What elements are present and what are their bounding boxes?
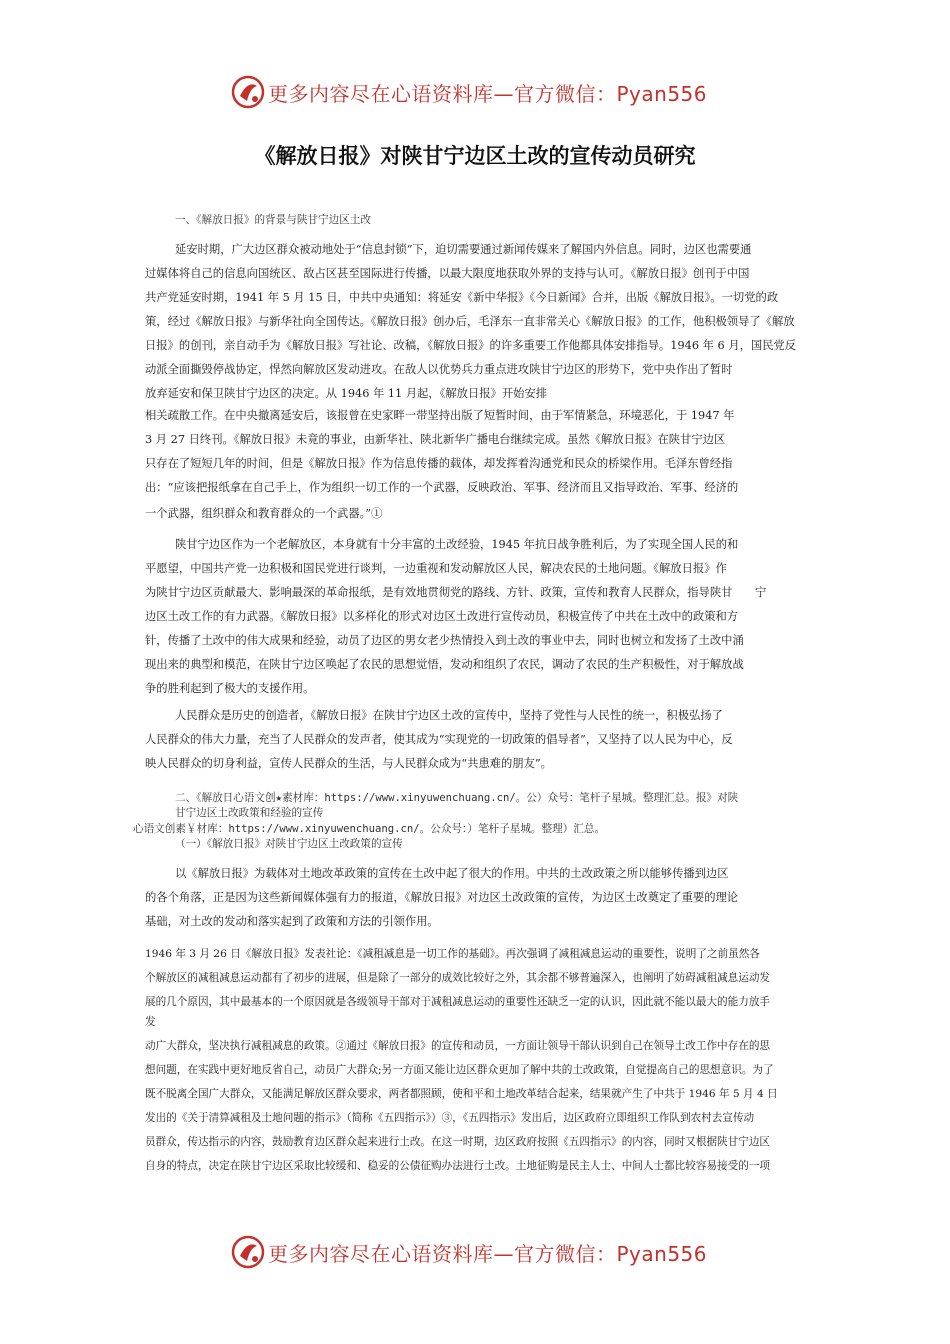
paragraph-line: 相关疏散工作。在中央撤离延安后，该报曾在史家畔一带坚持出版了短暂时间，由于军情紧急，环境恶化，于 1947 年 [145,409,735,422]
paragraph-line: 发 [145,1016,156,1028]
paragraph-line: 1946 年 3 月 26 日《解放日报》发表社论：《减租减息是一切工作的基础》。再次强调了减租减息运动的重要性，说明了之前虽然各 [145,948,760,960]
paragraph-line: 边区土改工作的有力武器。《解放日报》以多样化的形式对边区土改进行宣传动员，积极宣传了中共在土改中的政策和方 [145,610,739,623]
paragraph-line: 针，传播了土改中的伟大成果和经验，动员了边区的男女老少热情投入到土改的事业中去，同时也树立和发扬了土改中涌 [145,634,744,647]
paragraph-line: 3 月 27 日终刊。《解放日报》未竟的事业，由新华社、陕北新华广播电台继续完成。虽然《解放日报》在陕甘宁边区 [145,433,726,446]
paragraph-line: 平愿望，中国共产党一边积极和国民党进行谈判，一边重视和发动解放区人民，解决农民的土地问题。《解放日报》作 [145,562,727,575]
paragraph-line: 既不脱离全国广大群众，又能满足解放区群众要求，两者都照顾，使和平和土地改革结合起来，结果就产生了中共于 1946 年 5 月 4 日 [145,1088,778,1100]
paragraph-line: 现出来的典型和模范，在陕甘宁边区唤起了农民的思想觉悟，发动和组织了农民，调动了农民的生产积极性，对于解放战 [145,658,744,671]
page-title: 《解放日报》对陕甘宁边区土改的宣传动员研究 [254,144,696,168]
paragraph-line: 动广大群众，坚决执行减租减息的政策。②通过《解放日报》的宣传和动员，一方面让领导干部认识到自己在领导土改工作中存在的思 [145,1040,771,1052]
subsection-heading: （一）《解放日报》对陕甘宁边区土改政策的宣传 [175,838,403,850]
banner-text: 更多内容尽在心语资料库—官方微信：Pyan556 [268,1241,708,1266]
paragraph-line: 基础，对土改的发动和落实起到了政策和方法的引领作用。 [145,915,439,928]
banner-text: 更多内容尽在心语资料库—官方微信：Pyan556 [268,81,708,106]
logo-icon [230,1234,266,1270]
paragraph-line: 陕甘宁边区作为一个老解放区，本身就有十分丰富的土改经验，1945 年抗日战争胜利后，为了实现全国人民的和 [175,538,739,551]
paragraph-line: 自身的特点，决定在陕甘宁边区采取比较缓和、稳妥的公债征购办法进行土改。土地征购是民主人士、中间人士都比较容易接受的一项 [145,1160,771,1172]
paragraph-line: 争的胜利起到了极大的支援作用。 [145,682,315,695]
section-heading: 一、《解放日报》的背景与陕甘宁边区土改 [175,214,371,226]
paragraph-line: 延安时期，广大边区群众被动地处于“信息封锁”下，迫切需要通过新闻传媒来了解国内外信息。同时，边区也需要通 [175,243,752,256]
paragraph-line: 动派全面撕毁停战协定，悍然向解放区发动进攻。在敌人以优势兵力重点进攻陕甘宁边区的形势下，党中央作出了暂时 [145,363,733,376]
logo-icon [230,74,266,110]
paragraph-line: 的各个角落，正是因为这些新闻媒体强有力的报道，《解放日报》对边区土改政策的宣传，为边区土改奠定了重要的理论 [145,891,739,904]
paragraph-line: 过媒体将自己的信息向国统区、敌占区甚至国际进行传播，以最大限度地获取外界的支持与认可。《解放日报》创刊于中国 [145,267,750,280]
paragraph-line: 人民群众是历史的创造者，《解放日报》在陕甘宁边区土改的宣传中，坚持了党性与人民性的统一，积极弘扬了 [175,709,723,722]
footer-watermark [230,1232,730,1272]
paragraph-line: 只存在了短短几年的时间，但是《解放日报》作为信息传播的载体，却发挥着沟通党和民众的桥梁作用。毛泽东曾经指 [145,457,733,470]
paragraph-line: 映人民群众的切身利益，宣传人民群众的生活，与人民群众成为“共患难的朋友”。 [145,757,552,770]
paragraph-line: 个解放区的减租减息运动都有了初步的进展，但是除了一部分的成效比较好之外，其余都不够普遍深入，也阐明了妨碍减租减息运动发 [145,972,771,984]
paragraph-line: 以《解放日报》为载体对土地改革政策的宣传在土改中起了很大的作用。中共的土改政策之所以能够传播到边区 [175,867,729,880]
paragraph-line: 想问题，在实践中更好地反省自己，动员广大群众;另一方面又能让边区群众更加了解中共的土改政策，自觉提高自己的思想意识。为了 [145,1064,774,1076]
paragraph-line: 共产党延安时期，1941 年 5 月 15 日，中共中央通知：将延安《新中华报》《今日新闻》合并，出版《解放日报》。一切党的政 [145,291,779,304]
paragraph-line: 员群众，传达指示的内容，鼓励教育边区群众起来进行土改。在这一时期，边区政府按照《五四指示》的内容，同时又根据陕甘宁边区 [145,1136,771,1148]
watermark-text: 心语文创素￥材库：https://www.xinyuwenchuang.cn/。公众号：）笔杆子星城。整理）汇总。 [133,823,606,835]
paragraph-line: 发出的《关于清算减租及土地问题的指示》（简称《五四指示》）③，《五四指示》发出后，边区政府立即组织工作队到农村去宣传动 [145,1112,755,1124]
header-watermark [230,72,730,112]
section-heading: 二、《解放日心语文创★素材库：https://www.xinyuwenchuang.cn/。公）众号：笔杆子星城。整理汇总。报》对陕 [175,792,739,804]
paragraph-line: 策，经过《解放日报》与新华社向全国传达。《解放日报》创办后，毛泽东一直非常关心《解放日报》的工作，他积极领导了《解放 [145,315,795,328]
paragraph-line: 放弃延安和保卫陕甘宁边区的决定。从 1946 年 11 月起，《解放日报》开始安排 [145,387,548,400]
paragraph-line: 展的几个原因，其中最基本的一个原因就是各级领导干部对于减租减息运动的重要性还缺乏一定的认识，因此就不能以最大的能力放手 [145,996,771,1008]
paragraph-line: 出：“应该把报纸拿在自己手上，作为组织一切工作的一个武器，反映政治、军事、经济而且又指导政治、军事、经济的 [145,481,739,494]
paragraph-line: 一个武器，组织群众和教育群众的一个武器。”① [145,507,383,520]
paragraph-line: 日报》的创刊，亲自动手为《解放日报》写社论、改稿，《解放日报》的许多重要工作他都具体安排指导。1946 年 6 月，国民党反 [145,339,797,352]
section-heading: 甘宁边区土改政策和经验的宣传 [175,807,324,819]
paragraph-line: 为陕甘宁边区贡献最大、影响最深的革命报纸，是有效地贯彻党的路线、方针、政策，宣传和教育人民群众，指导陕甘 宁 [145,586,767,599]
paragraph-line: 人民群众的伟大力量，充当了人民群众的发声者，使其成为“实现党的一切政策的倡导者”，又坚持了以人民为中心，反 [145,733,733,746]
